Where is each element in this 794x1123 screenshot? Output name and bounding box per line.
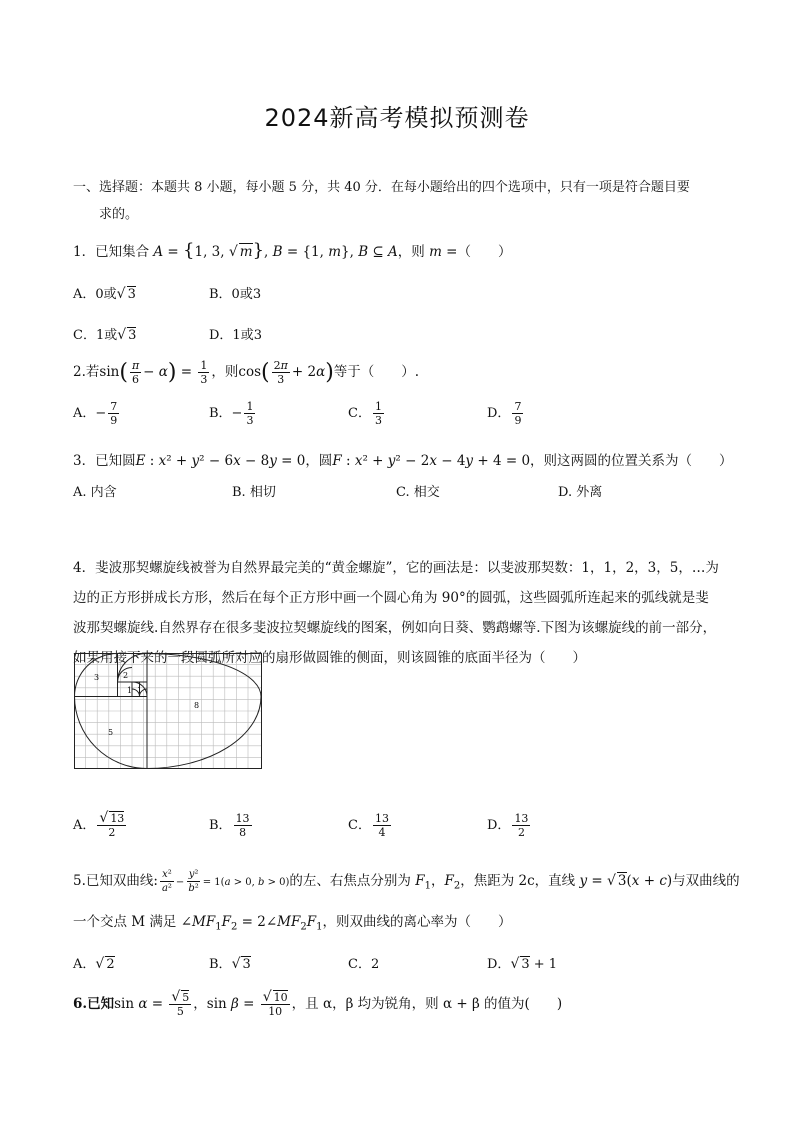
question-4-line3: 波那契螺旋线.自然界存在很多斐波拉契螺旋线的图案，例如向日葵、鹦鹉螺等.下图为该螺旋线的前一部分， (73, 620, 717, 636)
figure-label-8: 8 (194, 701, 200, 710)
q3-text3: ，则这两圆的位置关系为（ ） (530, 453, 733, 469)
q3-text2: ，圆 (305, 453, 333, 469)
fibonacci-spiral-figure (74, 653, 264, 771)
q1-lead: 1．已知集合 (73, 244, 150, 260)
question-2: 2.若sin( $\frac{\pi}{6}$ − α) = $\frac{1}{3}$ ，则cos( $\frac{2\pi}{3}$ + 2α)等于（ ）. (73, 359, 420, 386)
q5-mid1: 的左、右焦点分别为 (289, 873, 411, 889)
figure-label-3: 3 (94, 673, 100, 682)
q2-option-c[interactable]: C． $\frac{1}{3}$ (348, 400, 382, 427)
question-4-line4: 如果用接下来的一段圆弧所对应的扇形做圆锥的侧面，则该圆锥的底面半径为（ ） (73, 650, 586, 666)
figure-label-2: 2 (123, 671, 129, 680)
q5-tail: 与双曲线的 (672, 873, 740, 889)
q1-option-b[interactable]: B．0或3 (209, 287, 262, 302)
figure-label-1a: 1 (127, 686, 133, 695)
q1-option-c[interactable]: C．1或√ 3 (73, 327, 137, 343)
section-heading-cont: 求的。 (99, 207, 139, 222)
q5-option-c[interactable]: C．2 (348, 957, 380, 972)
q4-option-b[interactable]: B． $\frac{13}{8}$ (209, 812, 250, 839)
q5-line2a: 一个交点 M 满足 (73, 914, 177, 930)
section-heading: 一、选择题：本题共 8 小题，每小题 5 分，共 40 分．在每小题给出的四个选项中，只有一项是符合题目要 (73, 180, 690, 195)
q1-option-a[interactable]: A．0或√ 3 (73, 286, 136, 302)
q2-option-b[interactable]: B．− $\frac{1}{3}$ (209, 400, 254, 427)
q5-option-b[interactable]: B．√ 3 (209, 956, 251, 972)
q5-option-d[interactable]: D．√ 3 + 1 (487, 956, 558, 972)
q1-setB: , B = {1, m}, B ⊆ A (264, 244, 398, 260)
q1-setA: A = {1, 3, √ m} (153, 240, 265, 261)
figure-label-5: 5 (108, 728, 114, 737)
q3-option-a[interactable]: A. 内含 (73, 485, 117, 500)
question-5-line1: 5.已知双曲线: $\frac{\text{x²}}{\text{a²}}$ − $\frac{\text{y²}}{\text{b²}}$ = 1(a > 0, b > 0)的左、右焦点分别为 $F_1$，$F_2$，焦距为 2c，直线 y = √ 3(x + c)与双曲线的 (73, 869, 740, 894)
q4-option-a[interactable]: A． $\frac{√ 13}{2}$ (73, 810, 125, 839)
question-4-line1: 4．斐波那契螺旋线被誉为自然界最完美的“黄金螺旋”，它的画法是：以斐波那契数：1，1，2，3，5，…为 (73, 560, 719, 576)
q2-mid: ，则 (211, 364, 239, 380)
q3-text1: 3．已知圆 (73, 453, 136, 469)
q5-lead: 5.已知双曲线: (73, 873, 158, 889)
q3-option-c[interactable]: C. 相交 (396, 485, 440, 500)
q5-line2b: ，则双曲线的离心率为（ ） (322, 914, 512, 930)
question-4-line2: 边的正方形拼成长方形，然后在每个正方形中画一个圆心角为 90°的圆弧，这些圆弧所连起来的弧线就是斐 (73, 590, 709, 606)
q3-option-d[interactable]: D. 外离 (558, 485, 603, 500)
q4-option-d[interactable]: D． $\frac{13}{2}$ (487, 812, 529, 839)
question-3: 3．已知圆E : x² + y² − 6x − 8y = 0，圆F : x² + y² − 2x − 4y + 4 = 0，则这两圆的位置关系为（ ） (73, 453, 733, 469)
q1-tail: ，则 m =（ ） (397, 244, 512, 260)
q1-option-d[interactable]: D．1或3 (209, 328, 262, 343)
q2-option-a[interactable]: A．− $\frac{7}{9}$ (73, 400, 118, 427)
question-6: 6.已知sin α = $\frac{√ 5}{5}$ ，sin β = $\frac{√ 10}{10}$ ，且 α，β 均为锐角，则 α + β 的值为( ) (73, 989, 563, 1018)
q6-tail: ，且 α，β 均为锐角，则 α + β 的值为( ) (291, 996, 563, 1012)
page-title: 2024新高考模拟预测卷 (264, 104, 530, 132)
q2-option-d[interactable]: D． $\frac{7}{9}$ (487, 400, 522, 427)
q4-option-c[interactable]: C． $\frac{13}{4}$ (348, 812, 389, 839)
q6-lead: 6.已知 (73, 996, 115, 1012)
question-5-line2: 一个交点 M 满足 $\angle MF_1F_2$ = $2\angle MF_2F_1$，则双曲线的离心率为（ ） (73, 914, 512, 933)
q5-option-a[interactable]: A．√ 2 (73, 956, 115, 972)
question-1 (73, 240, 511, 261)
q2-tail: 等于（ ）. (333, 364, 420, 380)
q2-lead: 2.若 (73, 364, 100, 380)
figure-label-1b: 1 (137, 686, 143, 695)
q5-mid2: ，焦距为 2c，直线 (460, 873, 576, 889)
q3-option-b[interactable]: B. 相切 (232, 485, 276, 500)
